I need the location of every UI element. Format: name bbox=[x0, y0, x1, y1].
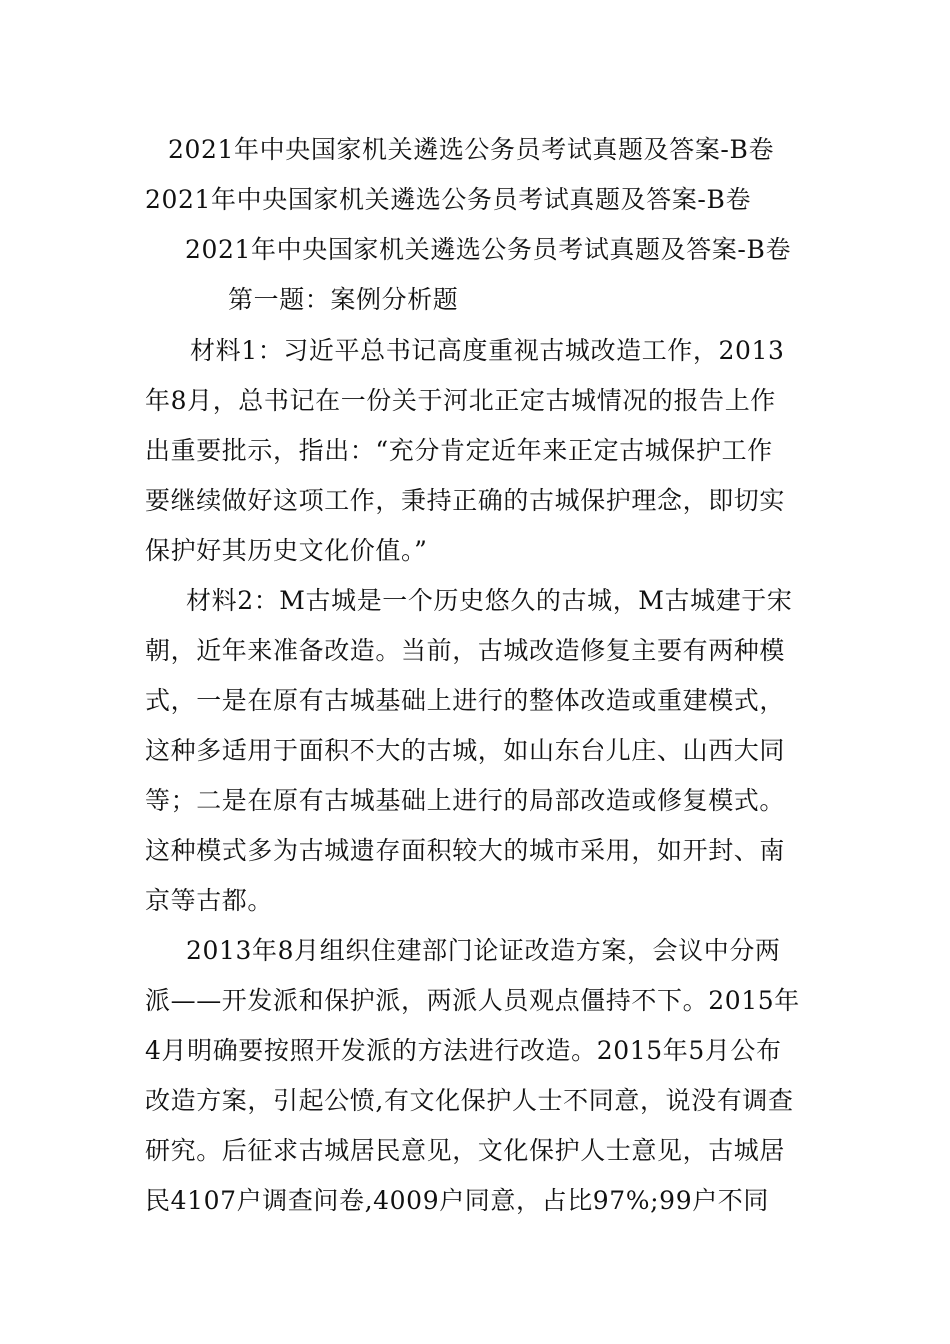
material2-line: 京等古都。 bbox=[145, 886, 274, 915]
doc-title-1: 2021年中央国家机关遴选公务员考试真题及答案-B卷 bbox=[168, 135, 775, 164]
paragraph3-line: 4月明确要按照开发派的方法进行改造。2015年5月公布 bbox=[145, 1036, 782, 1065]
material2-line: 式，一是在原有古城基础上进行的整体改造或重建模式， bbox=[145, 686, 786, 715]
material1-line: 保护好其历史文化价值。” bbox=[145, 536, 428, 565]
paragraph3-line: 派——开发派和保护派，两派人员观点僵持不下。2015年 bbox=[145, 986, 800, 1015]
doc-title-2: 2021年中央国家机关遴选公务员考试真题及答案-B卷 bbox=[145, 185, 752, 214]
section-heading: 第一题：案例分析题 bbox=[228, 285, 459, 314]
material2-line: 等；二是在原有古城基础上进行的局部改造或修复模式。 bbox=[145, 786, 786, 815]
material2-line: 朝，近年来准备改造。当前，古城改造修复主要有两种模 bbox=[145, 636, 786, 665]
paragraph3-line: 2013年8月组织住建部门论证改造方案，会议中分两 bbox=[186, 936, 781, 965]
paragraph3-line: 民4107户调查问卷,4009户同意，占比97%;99户不同 bbox=[145, 1186, 769, 1215]
material1-line: 年8月，总书记在一份关于河北正定古城情况的报告上作 bbox=[145, 386, 776, 415]
paragraph3-line: 研究。后征求古城居民意见，文化保护人士意见，古城居 bbox=[145, 1136, 786, 1165]
doc-title-3: 2021年中央国家机关遴选公务员考试真题及答案-B卷 bbox=[185, 235, 792, 264]
material1-line: 材料1：习近平总书记高度重视古城改造工作，2013 bbox=[190, 336, 785, 365]
material2-line: 这种模式多为古城遗存面积较大的城市采用，如开封、南 bbox=[145, 836, 786, 865]
material2-line: 材料2：M古城是一个历史悠久的古城，M古城建于宋 bbox=[186, 586, 793, 615]
material1-line: 要继续做好这项工作，秉持正确的古城保护理念，即切实 bbox=[145, 486, 786, 515]
material2-line: 这种多适用于面积不大的古城，如山东台儿庄、山西大同 bbox=[145, 736, 786, 765]
paragraph3-line: 改造方案，引起公愤,有文化保护人士不同意，说没有调查 bbox=[145, 1086, 794, 1115]
material1-line: 出重要批示，指出：“充分肯定近年来正定古城保护工作 bbox=[145, 436, 773, 465]
